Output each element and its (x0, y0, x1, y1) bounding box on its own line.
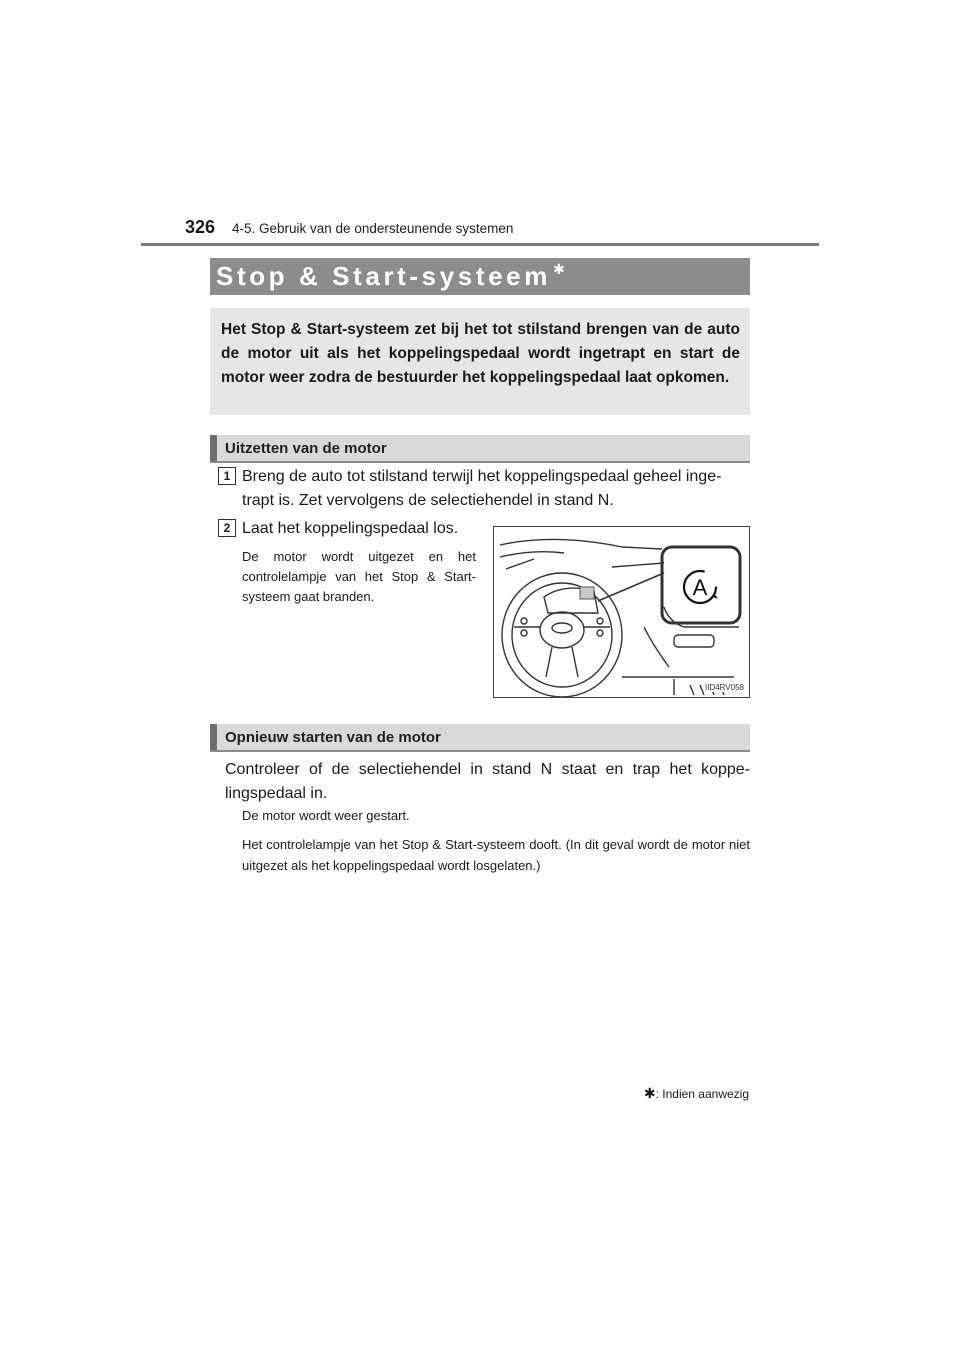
step-2-note: De motor wordt uitgezet en het controlelampje van het Stop & Start-systeem gaat branden. (242, 549, 476, 604)
dashboard-illustration (493, 526, 750, 698)
header-rule (141, 243, 819, 246)
section-title: Opnieuw starten van de motor (225, 729, 441, 746)
page-title (216, 261, 568, 292)
step-number-2: 2 (218, 519, 236, 537)
restart-text: Controleer of de selectiehendel in stand N staat en trap het koppe-lingspedaal in. (225, 761, 750, 802)
footnote-asterisk: ✱ (643, 1085, 656, 1101)
running-header: 4-5. Gebruik van de ondersteunende systemen (232, 221, 514, 236)
illustration-code: IID4RV058 (705, 683, 744, 692)
step-number-1: 1 (218, 467, 236, 485)
step-2-text: Laat het koppelingspedaal los. (242, 520, 459, 537)
section-header-opnieuw-starten (210, 724, 750, 750)
footnote (644, 1085, 749, 1102)
title-asterisk: ✱ (552, 261, 569, 277)
restart-note-2: Het controlelampje van het Stop & Start-systeem dooft. (In dit geval wordt de motor niet uitgezet als het koppelingspedaal wordt losgelaten.) (242, 837, 750, 873)
page-number: 326 (185, 217, 216, 237)
step-1-text: Breng de auto tot stilstand terwijl het koppelingspedaal geheel inge-trapt is. Zet vervolgens de selectiehendel in stand N. (242, 468, 722, 509)
section-header-uitzetten (210, 435, 750, 461)
title-bar (210, 258, 750, 295)
stop-start-indicator-icon (684, 571, 718, 603)
intro-box (210, 308, 750, 415)
dashboard-drawing (494, 527, 750, 698)
page-title-text: Stop & Start-systeem (216, 261, 551, 291)
restart-note-1: De motor wordt weer gestart. (242, 808, 410, 823)
section-title: Uitzetten van de motor (225, 440, 387, 457)
intro-text: Het Stop & Start-systeem zet bij het tot stilstand brengen van de auto de motor uit als het koppelingspedaal wordt ingetrapt en start de motor weer zodra de bestuurder het koppelingspedaal laat opkomen. (221, 321, 740, 386)
callout-letter: A (692, 575, 708, 600)
footnote-text: : Indien aanwezig (655, 1087, 749, 1101)
